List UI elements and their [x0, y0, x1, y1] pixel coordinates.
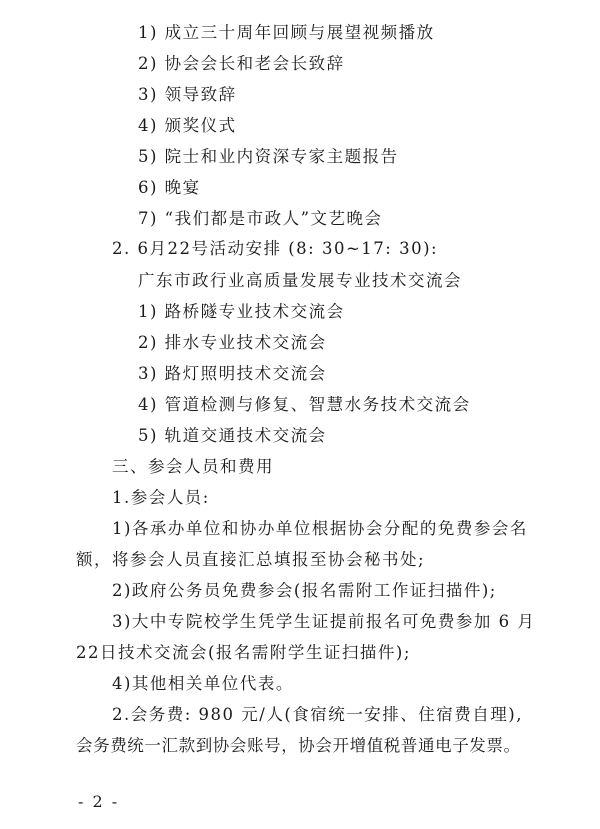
fee-line: 会务费统一汇款到协会账号，协会开增值税普通电子发票。 — [76, 736, 521, 755]
attendee-line: 额，将参会人员直接汇总填报至协会秘书处; — [76, 550, 426, 569]
schedule-item: 1) 路桥隧专业技术交流会 — [138, 302, 345, 321]
schedule-item: 3) 路灯照明技术交流会 — [138, 364, 327, 383]
fee-line: 2.会务费: 980 元/人(食宿统一安排、住宿费自理), — [112, 705, 523, 724]
section-title: 三、参会人员和费用 — [112, 457, 274, 476]
page-number: - 2 - — [78, 792, 120, 811]
schedule-item: 7) “我们都是市政人”文艺晚会 — [138, 209, 383, 228]
schedule-item: 5) 轨道交通技术交流会 — [138, 426, 327, 445]
schedule-item: 6) 晚宴 — [138, 178, 201, 197]
schedule-item: 2) 排水专业技术交流会 — [138, 333, 327, 352]
schedule-item: 2) 协会会长和老会长致辞 — [138, 54, 345, 73]
schedule-item: 5) 院士和业内资深专家主题报告 — [138, 147, 399, 166]
attendee-line: 2)政府公务员免费参会(报名需附工作证扫描件); — [112, 581, 497, 600]
attendee-line: 3)大中专院校学生凭学生证提前报名可免费参加 6 月 — [112, 612, 536, 631]
schedule-item: 3) 领导致辞 — [138, 85, 237, 104]
attendee-line: 4)其他相关单位代表。 — [112, 674, 294, 693]
attendee-line: 1)各承办单位和协办单位根据协会分配的免费参会名 — [112, 519, 528, 538]
day2-subtitle: 广东市政行业高质量发展专业技术交流会 — [138, 271, 462, 290]
schedule-item: 1) 成立三十周年回顾与展望视频播放 — [138, 23, 435, 42]
schedule-item: 4) 颁奖仪式 — [138, 116, 237, 135]
schedule-item: 4) 管道检测与修复、智慧水务技术交流会 — [138, 395, 471, 414]
attendee-line: 22日技术交流会(报名需附学生证扫描件); — [76, 643, 411, 662]
attendees-heading: 1.参会人员: — [112, 488, 210, 507]
day2-heading: 2. 6月22号活动安排 (8: 30~17: 30): — [112, 239, 439, 258]
